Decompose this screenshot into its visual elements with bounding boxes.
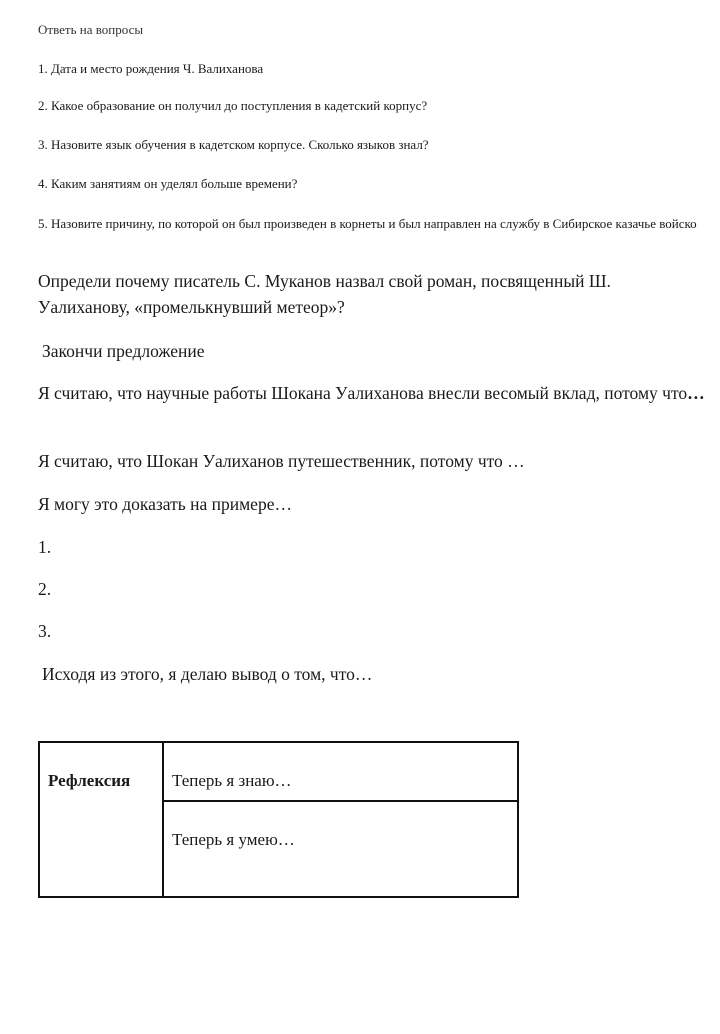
conclusion: Исходя из этого, я делаю вывод о том, что…	[42, 664, 373, 684]
sentence-1	[38, 380, 706, 406]
question-2: 2. Какое образование он получил до поступления в кадетский корпус?	[38, 98, 428, 113]
reflection-can: Теперь я умею…	[163, 801, 518, 897]
example-number-2: 2.	[38, 579, 52, 599]
sentence-2: Я считаю, что Шокан Уалиханов путешественник, потому что …	[38, 451, 525, 471]
reflection-label: Рефлексия	[39, 742, 163, 897]
finish-heading: Закончи предложение	[42, 341, 205, 361]
instruction: Ответь на вопросы	[38, 22, 144, 37]
sentence-3: Я могу это доказать на примере…	[38, 494, 292, 514]
task-define: Определи почему писатель С. Муканов назвал свой роман, посвященный Ш. Уалиханову, «промелькнувший метеор»?	[38, 271, 611, 317]
question-3: 3. Назовите язык обучения в кадетском корпусе. Сколько языков знал?	[38, 137, 429, 152]
sentence-1-text: Я считаю, что научные работы Шокана Уалиханова внесли весомый вклад, потому что	[38, 383, 688, 403]
sentence-1-ellipsis: …	[687, 383, 705, 403]
reflection-know: Теперь я знаю…	[163, 742, 518, 801]
question-1: 1. Дата и место рождения Ч. Валиханова	[38, 61, 264, 76]
example-number-3: 3.	[38, 621, 52, 641]
question-4: 4. Каким занятиям он уделял больше времени?	[38, 176, 298, 191]
example-number-1: 1.	[38, 537, 52, 557]
question-5: 5. Назовите причину, по которой он был произведен в корнеты и был направлен на службу в Сибирское казачье войско	[38, 216, 697, 231]
reflection-table	[38, 741, 519, 898]
